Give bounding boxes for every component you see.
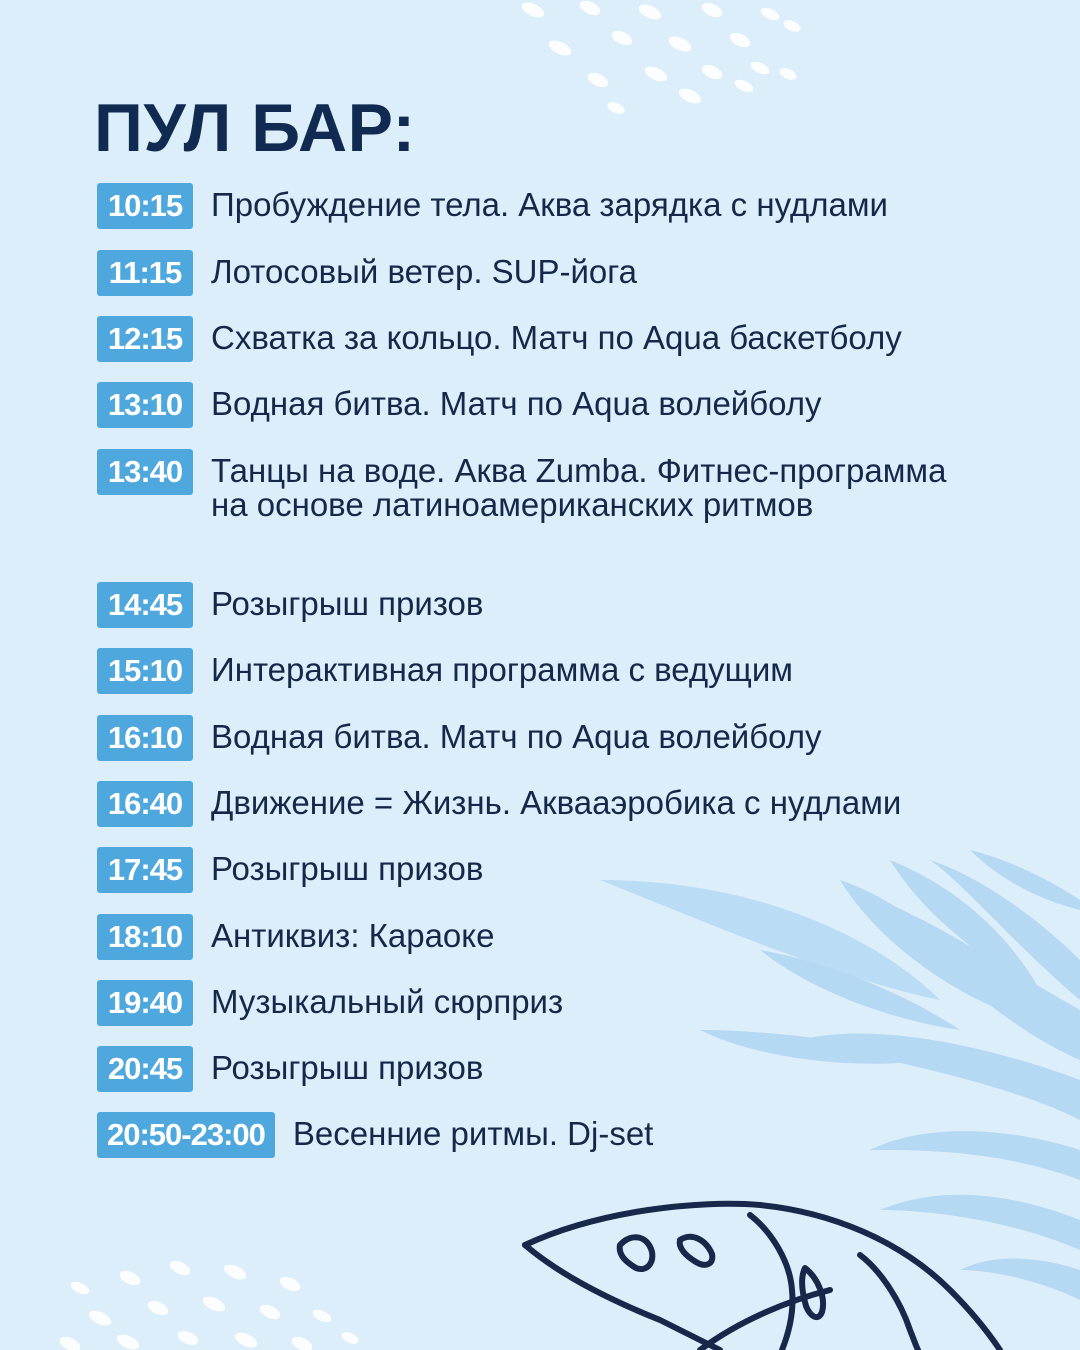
- schedule-item: [97, 980, 951, 1026]
- schedule-item: [97, 1046, 951, 1092]
- time-badge: 10:15: [97, 183, 193, 229]
- time-badge: 14:45: [97, 582, 193, 628]
- time-badge: 19:40: [97, 980, 193, 1026]
- schedule-item: [97, 1112, 953, 1158]
- time-badge: 20:50-23:00: [97, 1112, 275, 1158]
- dots-bottom-left-pattern: [57, 1258, 360, 1350]
- dots-top-right-pattern: [520, 0, 803, 116]
- time-badge: 18:10: [97, 914, 193, 960]
- event-title: Весенние ритмы. Dj-set: [292, 1115, 654, 1152]
- schedule-item: [97, 449, 951, 522]
- time-badge: 17:45: [97, 847, 193, 893]
- event-title: Антиквиз: Караоке: [211, 917, 495, 954]
- time-badge: 12:15: [97, 316, 193, 362]
- event-title: Пробуждение тела. Аква зарядка с нудлами: [211, 186, 888, 223]
- event-title: Схватка за кольцо. Матч по Aqua баскетболу: [211, 319, 902, 356]
- schedule-item: [97, 847, 951, 893]
- event-title: Музыкальный сюрприз: [211, 983, 564, 1020]
- event-title: Розыгрыш призов: [211, 850, 484, 887]
- event-title: Розыгрыш призов: [211, 1049, 484, 1086]
- event-title: Движение = Жизнь. Аквааэробика с нудлами: [211, 784, 902, 821]
- event-title: Розыгрыш призов: [211, 585, 484, 622]
- schedule-item: [97, 781, 951, 827]
- time-badge: 16:10: [97, 715, 193, 761]
- time-badge: 13:40: [97, 449, 193, 495]
- schedule-item: [97, 648, 951, 694]
- event-title: Лотосовый ветер. SUP-йога: [211, 253, 637, 290]
- schedule-item: [97, 715, 951, 761]
- schedule-item: [97, 250, 951, 296]
- schedule-item: [97, 582, 951, 628]
- event-title: Танцы на воде. Аква Zumba. Фитнес-программа на основе латиноамериканских ритмов: [211, 452, 947, 523]
- monstera-leaf-outline: [525, 1204, 1000, 1350]
- event-title: Водная битва. Матч по Aqua волейболу: [211, 385, 822, 422]
- schedule-item: [97, 183, 951, 229]
- time-badge: 16:40: [97, 781, 193, 827]
- page-title: ПУЛ БАР:: [94, 90, 416, 166]
- time-badge: 15:10: [97, 648, 193, 694]
- time-badge: 20:45: [97, 1046, 193, 1092]
- schedule-item: [97, 914, 951, 960]
- schedule-item: [97, 382, 951, 428]
- time-badge: 11:15: [97, 250, 193, 296]
- event-title: Интерактивная программа с ведущим: [211, 651, 793, 688]
- time-badge: 13:10: [97, 382, 193, 428]
- schedule-item: [97, 316, 951, 362]
- event-title: Водная битва. Матч по Aqua волейболу: [211, 718, 822, 755]
